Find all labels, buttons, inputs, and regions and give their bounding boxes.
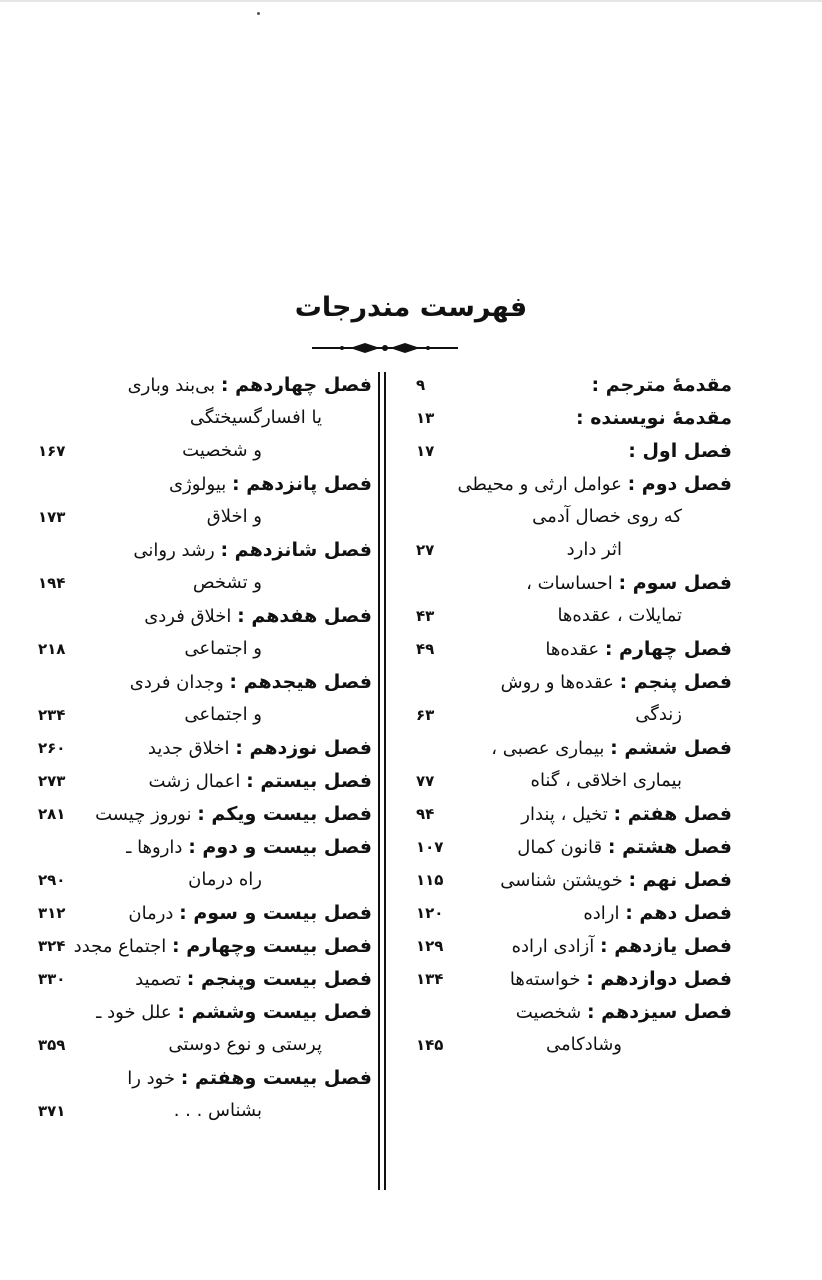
toc-entry [402,900,732,933]
toc-entry [402,933,732,966]
chapter-title: آزادی اراده [511,936,595,957]
scan-edge-line [0,0,822,2]
toc-entry [402,801,732,834]
page-number: ۱۱۵ [416,871,444,889]
toc-entry [402,570,732,603]
toc-entry-label [576,407,732,429]
toc-entry [402,669,732,702]
toc-entry [402,999,732,1032]
page-number: ۲۸۱ [38,805,66,823]
chapter-heading: فصل بیست و دوم : [188,836,372,858]
toc-entry [38,537,372,570]
chapter-title: اجتماع مجدد [73,936,167,957]
toc-entry-label [635,704,682,725]
toc-entry-label [96,1001,372,1023]
page-number: ۲۹۰ [38,871,66,889]
chapter-title: تمایلات ، عقده‌ها [557,605,682,626]
chapter-title: علل خود ـ [96,1002,172,1023]
chapter-heading: فصل بیستم : [246,770,372,792]
toc-entry [402,768,732,801]
toc-entry-label [512,935,732,957]
page-number: ۱۳ [416,409,435,427]
page-number: ۲۱۸ [38,640,66,658]
chapter-title: درمان [128,903,174,924]
toc-entry [402,603,732,636]
toc-entry-label [457,473,732,495]
chapter-heading: فصل دوم : [627,473,732,495]
column-divider-right [384,372,386,1190]
toc-entry-label [182,440,262,461]
toc-entry-label [188,869,262,890]
chapter-title: و اجتماعی [184,704,262,725]
toc-entry-label [517,836,732,858]
chapter-title: و تشخص [192,572,262,593]
toc-entry-label [583,902,732,924]
chapter-title: بیولوژی [168,474,227,495]
scan-speck [257,12,260,15]
chapter-title: اخلاق فردی [144,606,232,627]
toc-entry [402,372,732,405]
toc-entry-label [526,572,732,594]
toc-entry-label [557,605,682,626]
chapter-heading: فصل یازدهم : [600,935,732,957]
toc-entry [402,636,732,669]
chapter-heading: فصل سیزدهم : [586,1001,732,1023]
chapter-title: تصمید [135,969,182,990]
chapter-title: که روی خصال آدمی [532,506,682,527]
toc-entry-label [510,968,732,990]
page-number: ۱۴۵ [416,1036,444,1054]
page-number: ۲۳۴ [38,706,66,724]
chapter-title: عوامل ارثی و محیطی [457,474,622,495]
chapter-title: زندگی [635,704,682,725]
toc-entry [402,735,732,768]
toc-entry [402,867,732,900]
page-number: ۲۷۳ [38,772,66,790]
toc-entry [38,702,372,735]
chapter-heading: فصل پانزدهم : [232,473,372,495]
toc-entry [38,405,372,438]
chapter-title: پرستی و نوع دوستی [168,1034,322,1055]
toc-entry-label [545,638,732,660]
column-divider-left [378,372,380,1190]
chapter-title: اعمال زشت [148,771,241,792]
toc-entry-label [128,902,372,924]
page-number: ۱۳۴ [416,970,444,988]
page-number: ۲۷ [416,541,435,559]
toc-entry [38,801,372,834]
toc-entry-label [546,1034,622,1055]
toc-entry-label [521,803,732,825]
chapter-heading: فصل چهارم : [604,638,732,660]
chapter-title: بیماری عصبی ، [491,738,605,759]
toc-entry-label [133,539,372,561]
page-number: ۱۰۷ [416,838,444,856]
chapter-heading: فصل نوزدهم : [235,737,372,759]
chapter-heading: فصل بیست وچهارم : [172,935,372,957]
chapter-title: خود را [127,1068,176,1089]
toc-title: فهرست مندرجات [294,292,528,323]
toc-entry-label [500,869,732,891]
page-number: ۹ [416,376,426,394]
toc-entry-label [491,737,732,759]
toc-entry [38,867,372,900]
page-number: ۴۹ [416,640,435,658]
chapter-title: بیماری اخلاقی ، گناه [530,770,682,791]
toc-entry [402,405,732,438]
toc-entry [402,1032,732,1065]
chapter-heading: مقدمهٔ مترجم : [591,374,732,396]
chapter-title: خواسته‌ها [509,969,581,990]
page-number: ۱۷ [416,442,435,460]
chapter-title: داروها ـ [126,837,183,858]
toc-entry-label [184,638,262,659]
chapter-title: اثر دارد [566,539,622,560]
chapter-heading: فصل بیست و سوم : [179,902,372,924]
chapter-heading: فصل ششم : [610,737,732,759]
toc-entry [38,471,372,504]
chapter-title: خویشتن شناسی [500,870,623,891]
toc-entry [402,438,732,471]
toc-entry-label [144,605,372,627]
toc-entry-label [168,1034,322,1055]
page-number: ۱۹۴ [38,574,66,592]
toc-entry-label [628,440,732,462]
chapter-heading: فصل هفدهم : [237,605,372,627]
page-number: ۲۶۰ [38,739,66,757]
page-number: ۱۶۷ [38,442,66,460]
page-number: ۱۷۳ [38,508,66,526]
chapter-heading: فصل بیست وپنجم : [186,968,372,990]
toc-entry [38,900,372,933]
chapter-heading: فصل پنجم : [619,671,732,693]
page-number: ۷۷ [416,772,435,790]
toc-entry-label [169,473,372,495]
toc-entry-label [501,671,732,693]
chapter-heading: فصل بیست وششم : [177,1001,372,1023]
toc-entry [38,438,372,471]
chapter-heading: فصل هفتم : [613,803,732,825]
page-number: ۶۳ [416,706,435,724]
toc-entry-label [193,572,262,593]
chapter-title: و شخصیت [182,440,262,461]
page-number: ۱۲۰ [416,904,444,922]
toc-entry-label [126,836,372,858]
toc-entry [402,471,732,504]
toc-entry-label [148,737,372,759]
chapter-title: بی‌بند وباری [127,375,216,396]
page-number: ۳۷۱ [38,1102,66,1120]
page-number: ۴۳ [416,607,435,625]
chapter-heading: فصل هشتم : [607,836,732,858]
toc-entry [402,702,732,735]
toc-entry-label [532,506,682,527]
toc-entry [402,537,732,570]
toc-entry [38,603,372,636]
chapter-title: راه درمان [188,869,262,890]
chapter-heading: فصل سوم : [618,572,732,594]
toc-entry-label [190,407,322,428]
chapter-heading: فصل بیست وهفتم : [180,1067,372,1089]
toc-entry [38,966,372,999]
toc-entry-label [128,374,372,396]
chapter-heading: فصل بیست ویکم : [197,803,372,825]
toc-entry [402,834,732,867]
toc-entry-label [95,803,372,825]
chapter-title: احساسات ، [526,573,613,594]
toc-entry [38,768,372,801]
toc-right-column [402,372,732,1065]
toc-entry-label [135,968,372,990]
toc-entry [38,669,372,702]
chapter-title: وشادکامی [546,1034,622,1055]
chapter-heading: فصل چهاردهم : [220,374,372,396]
toc-entry [402,504,732,537]
toc-entry-label [74,935,372,957]
chapter-heading: فصل دهم : [625,902,732,924]
toc-entry-label [149,770,372,792]
toc-entry [38,570,372,603]
toc-entry [38,735,372,768]
chapter-title: شخصیت [515,1002,582,1023]
toc-entry-label [567,539,622,560]
chapter-title: و اخلاق [206,506,262,527]
chapter-heading: فصل نهم : [628,869,732,891]
toc-entry-label [127,1067,372,1089]
toc-entry [38,1032,372,1065]
page-number: ۱۲۹ [416,937,444,955]
toc-entry-label [516,1001,732,1023]
chapter-heading: مقدمهٔ نویسنده : [576,407,732,429]
chapter-title: اراده [583,903,620,924]
chapter-title: بشناس . . . [173,1100,262,1121]
toc-entry-label [531,770,682,791]
chapter-title: رشد روانی [133,540,215,561]
chapter-title: و اجتماعی [184,638,262,659]
chapter-title: اخلاق جدید [147,738,230,759]
title-ornament-icon [310,338,460,358]
page-number: ۳۱۲ [38,904,66,922]
toc-entry [38,1065,372,1098]
toc-entry [38,504,372,537]
toc-entry [38,636,372,669]
chapter-heading: فصل اول : [628,440,732,462]
chapter-title: نوروز چیست [95,804,192,825]
page-number: ۳۲۴ [38,937,66,955]
toc-entry-label [207,506,262,527]
page-number: ۹۴ [416,805,435,823]
chapter-title: وجدان فردی [129,672,224,693]
toc-entry [38,372,372,405]
toc-entry-label [592,374,732,396]
toc-entry [38,1098,372,1131]
chapter-title: قانون کمال [517,837,603,858]
toc-entry [38,999,372,1032]
page-number: ۳۵۹ [38,1036,66,1054]
chapter-heading: فصل هیجدهم : [229,671,372,693]
chapter-heading: فصل دوازدهم : [586,968,732,990]
toc-entry-label [130,671,372,693]
chapter-title: یا افسارگسیختگی [189,407,322,428]
toc-entry-label [174,1100,262,1121]
toc-left-column [38,372,372,1131]
toc-entry [402,966,732,999]
chapter-title: عقده‌ها و روش [500,672,614,693]
toc-entry [38,834,372,867]
page-number: ۳۳۰ [38,970,66,988]
chapter-title: عقده‌ها [545,639,600,660]
toc-entry [38,933,372,966]
chapter-title: تخیل ، پندار [521,804,608,825]
chapter-heading: فصل شانزدهم : [220,539,372,561]
toc-entry-label [184,704,262,725]
